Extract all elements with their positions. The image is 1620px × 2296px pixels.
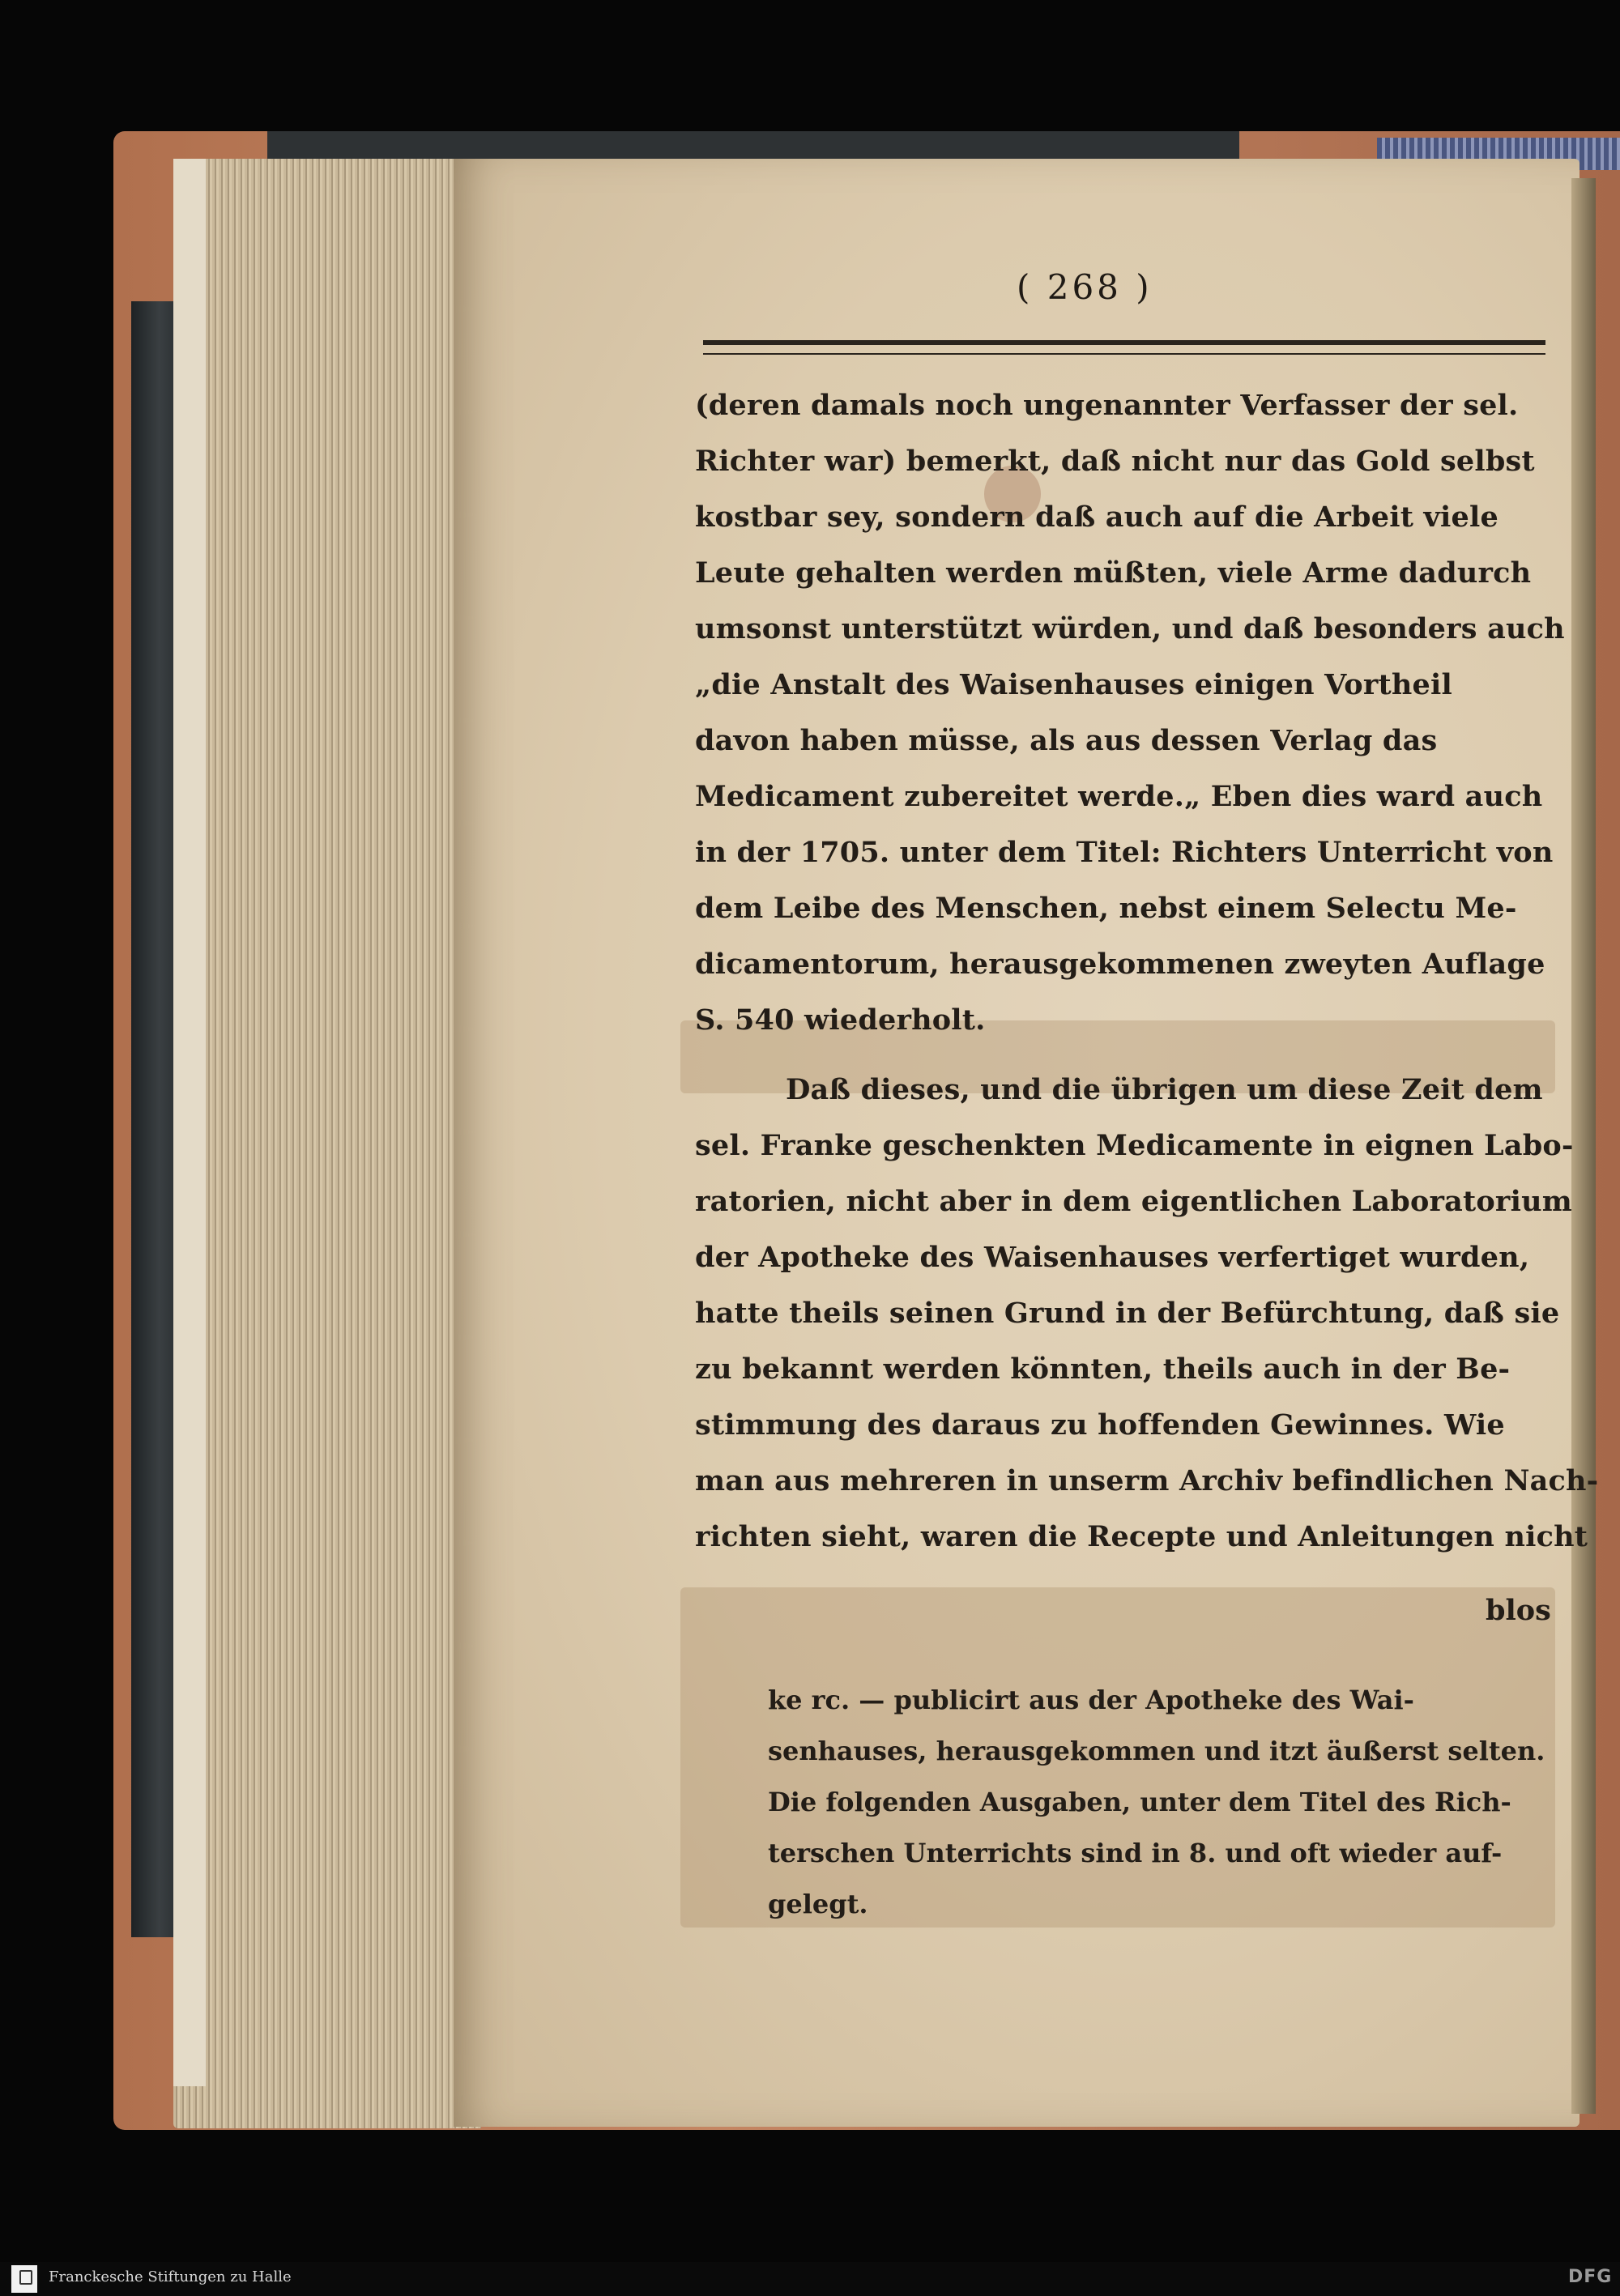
header-rule (703, 340, 1545, 355)
body-line: umsonst unterstützt würden, und daß besonders auch (695, 612, 1565, 645)
body-line: davon haben müsse, als aus dessen Verlag das (695, 724, 1438, 757)
body-line: sel. Franke geschenkten Medicamente in eignen Labo- (695, 1129, 1574, 1162)
body-line: richten sieht, waren die Recepte und Anleitungen nicht (695, 1520, 1588, 1553)
cover-top-edge (267, 131, 1239, 160)
page-gutter-shadow (1571, 178, 1596, 2114)
paragraph-first-line: Daß dieses, und die übrigen um diese Zeit dem (786, 1073, 1543, 1106)
catchword: blos (1486, 1594, 1551, 1627)
body-line: hatte theils seinen Grund in der Befürchtung, daß sie (695, 1297, 1560, 1330)
footnote-line: terschen Unterrichts sind in 8. und oft wieder auf- (768, 1838, 1503, 1868)
footnote-line: gelegt. (768, 1889, 868, 1919)
page-number: ( 268 ) (1017, 267, 1153, 307)
body-line: Leute gehalten werden müßten, viele Arme dadurch (695, 556, 1532, 590)
body-line: S. 540 wiederholt. (695, 1003, 986, 1037)
footnote-line: ke rc. — publicirt aus der Apotheke des Wai- (768, 1685, 1414, 1715)
footnote-line: senhauses, herausgekommen und itzt äußerst selten. (768, 1736, 1545, 1766)
page-block-edges (173, 159, 481, 2128)
body-line: der Apotheke des Waisenhauses verfertiget wurden, (695, 1241, 1530, 1274)
body-line: stimmung des daraus zu hoffenden Gewinnes. Wie (695, 1408, 1505, 1442)
footnote-line: Die folgenden Ausgaben, unter dem Titel des Rich- (768, 1787, 1511, 1817)
page-block-inner-edge (173, 159, 206, 2086)
dfg-logo: DFG (1568, 2267, 1613, 2287)
body-line: „die Anstalt des Waisenhauses einigen Vortheil (695, 668, 1452, 701)
body-line: man aus mehreren in unserm Archiv befindlichen Nach- (695, 1464, 1599, 1497)
body-line: ratorien, nicht aber in dem eigentlichen Laboratorium (695, 1185, 1572, 1218)
body-line: Richter war) bemerkt, daß nicht nur das Gold selbst (695, 445, 1535, 478)
institution-name: Franckesche Stiftungen zu Halle (49, 2268, 292, 2285)
body-line: Medicament zubereitet werde.„ Eben dies ward auch (695, 780, 1543, 813)
body-line: dicamentorum, herausgekommenen zweyten Auflage (695, 948, 1545, 981)
body-line: zu bekannt werden könnten, theils auch in der Be- (695, 1352, 1511, 1386)
body-line: kostbar sey, sondern daß auch auf die Arbeit viele (695, 501, 1498, 534)
body-line: (deren damals noch ungenannter Verfasser der sel. (695, 389, 1519, 422)
body-line: dem Leibe des Menschen, nebst einem Selectu Me- (695, 892, 1517, 925)
body-line: in der 1705. unter dem Titel: Richters Unterricht von (695, 836, 1554, 869)
institution-logo-icon (11, 2265, 37, 2293)
